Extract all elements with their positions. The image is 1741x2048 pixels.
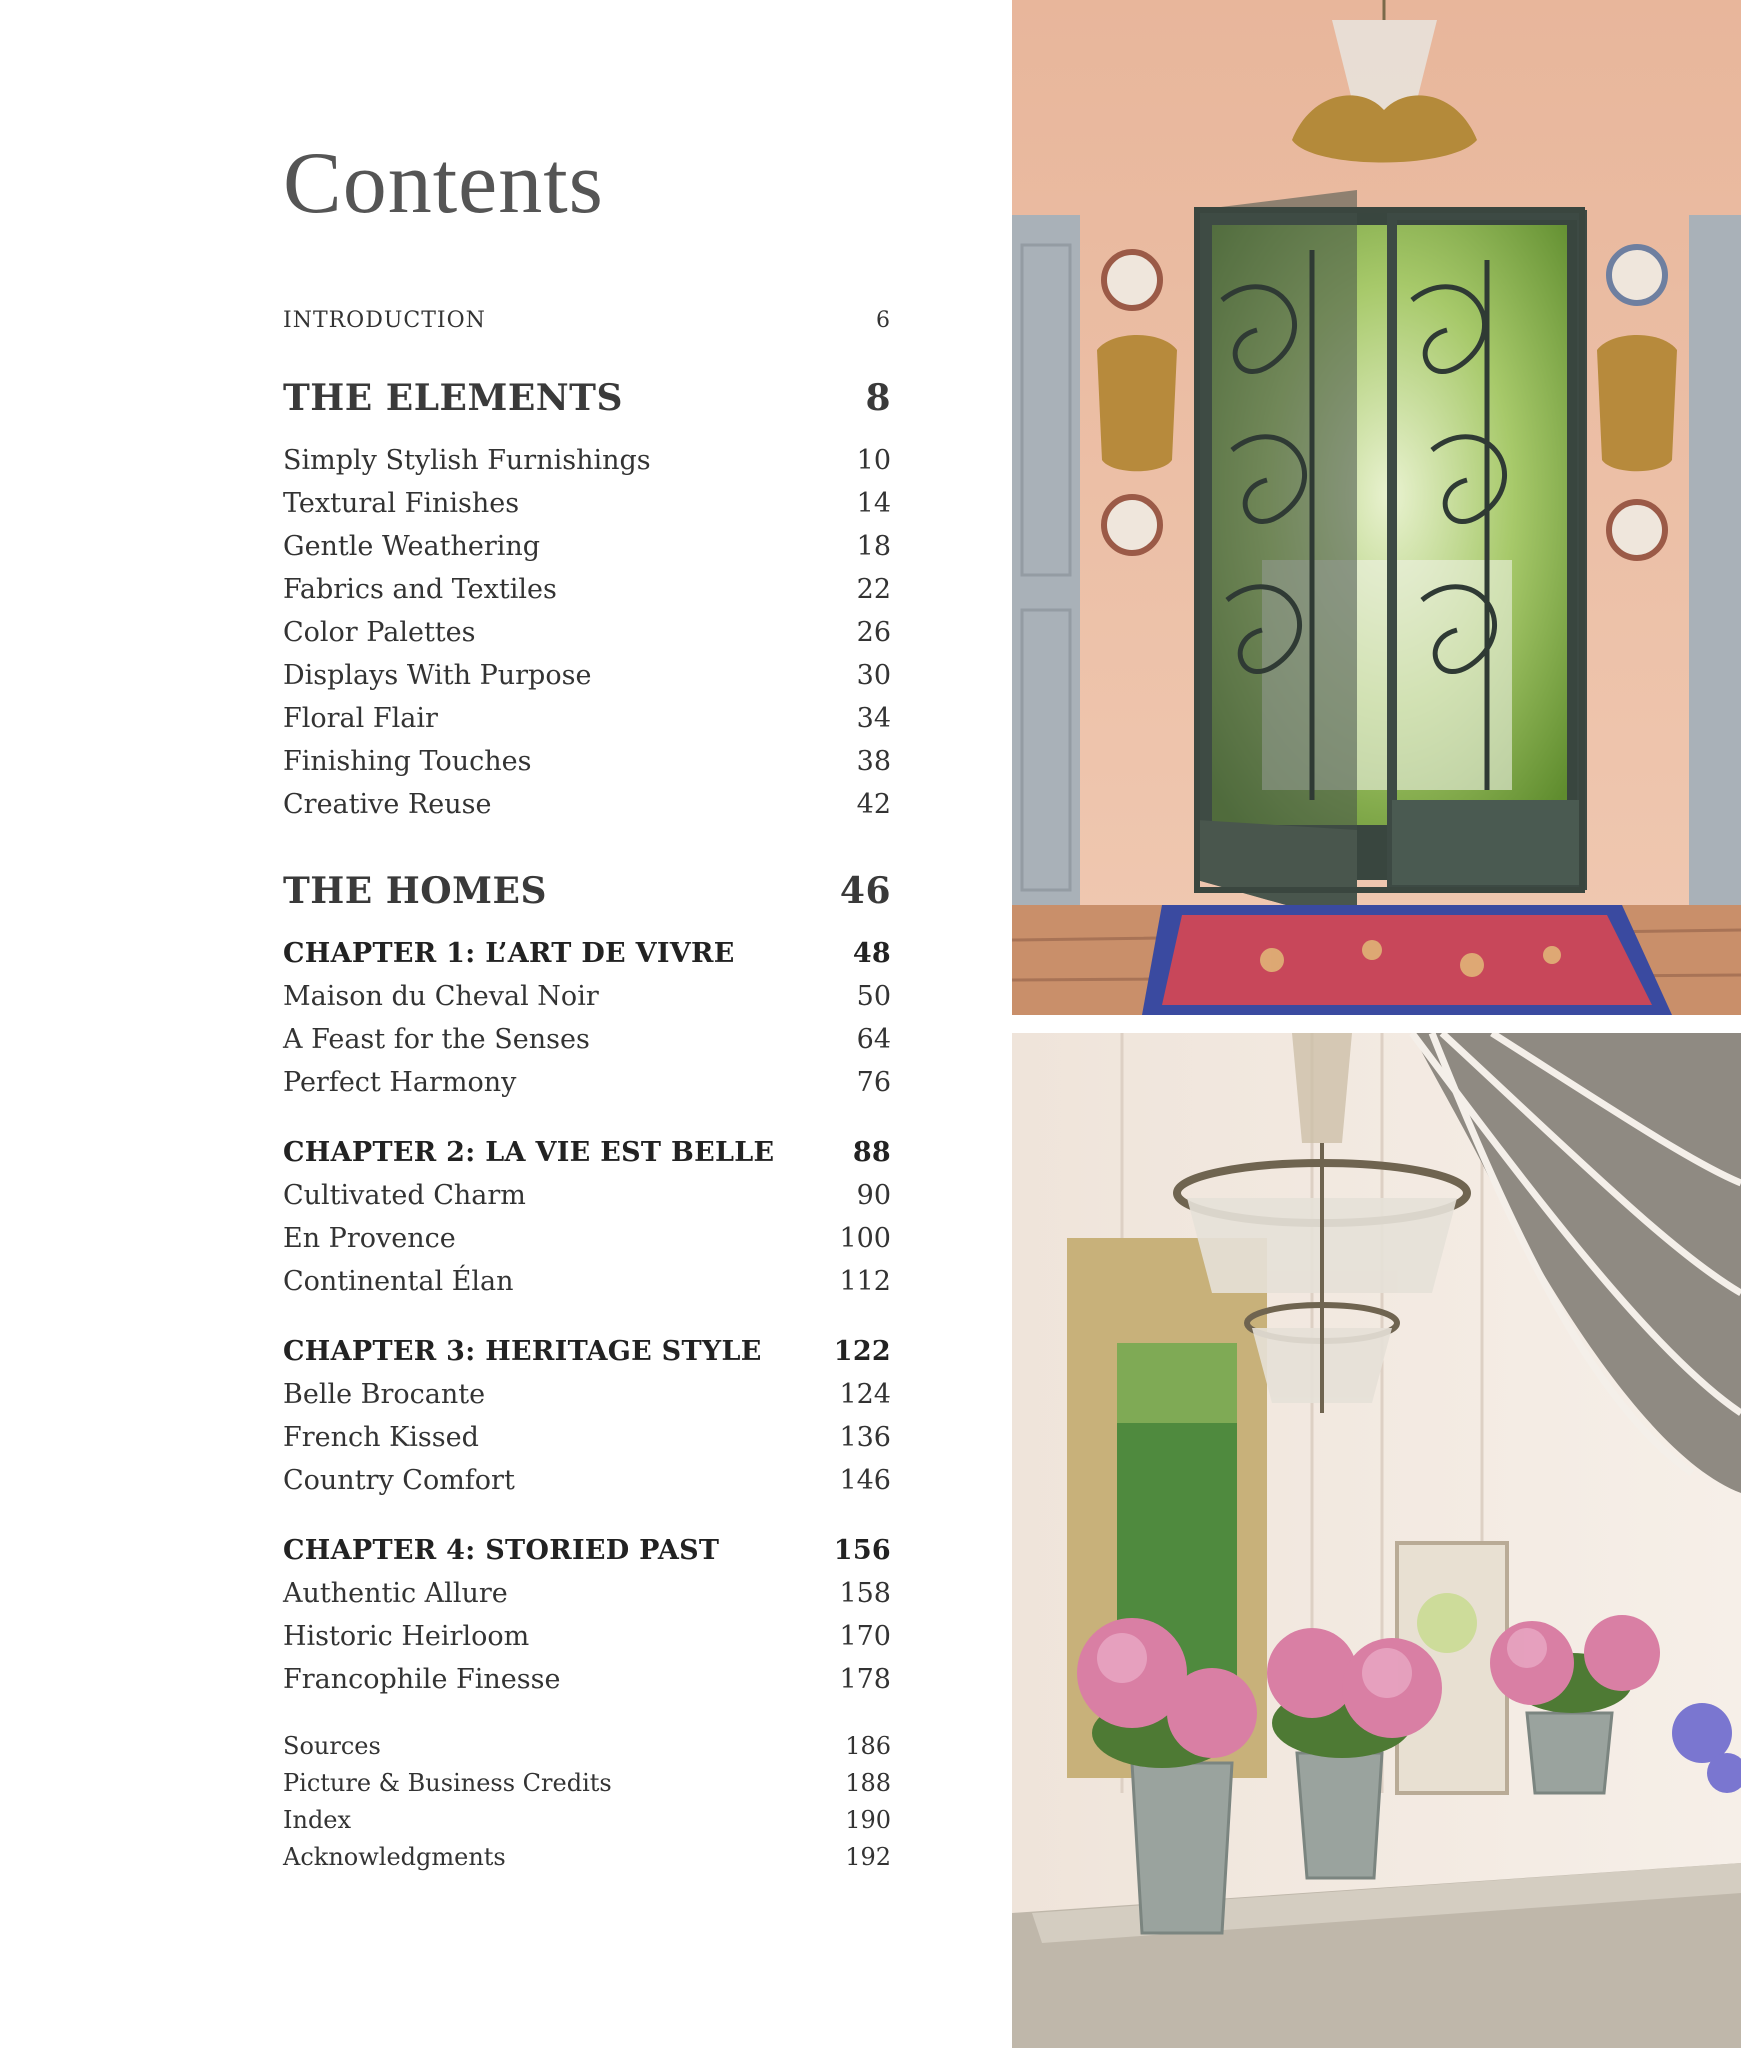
toc-entry[interactable] bbox=[283, 1459, 891, 1502]
entry-label: INTRODUCTION bbox=[283, 308, 486, 333]
chapter-page: 122 bbox=[833, 1336, 891, 1367]
toc-entry[interactable] bbox=[283, 1615, 891, 1658]
part-title: THE ELEMENTS bbox=[283, 377, 623, 419]
entry-label: A Feast for the Senses bbox=[283, 1024, 590, 1055]
part-heading-elements[interactable] bbox=[283, 377, 891, 419]
backmatter-list bbox=[283, 1728, 891, 1876]
toc-entry[interactable] bbox=[283, 568, 891, 611]
chapter-3-group bbox=[283, 1330, 891, 1502]
entry-page: 188 bbox=[845, 1769, 891, 1797]
entry-page: 112 bbox=[839, 1266, 891, 1297]
entry-label: Fabrics and Textiles bbox=[283, 574, 557, 605]
entry-label: Authentic Allure bbox=[283, 1578, 508, 1609]
entry-label: Acknowledgments bbox=[283, 1843, 506, 1871]
entry-label: Maison du Cheval Noir bbox=[283, 981, 599, 1012]
toc-entry[interactable] bbox=[283, 1373, 891, 1416]
chapter-title: CHAPTER 4: STORIED PAST bbox=[283, 1535, 720, 1566]
entry-page: 136 bbox=[839, 1422, 891, 1453]
entry-label: Creative Reuse bbox=[283, 789, 492, 820]
entry-label: En Provence bbox=[283, 1223, 456, 1254]
toc-entry[interactable] bbox=[283, 1260, 891, 1303]
chapter-page: 48 bbox=[852, 938, 891, 969]
chapter-heading[interactable] bbox=[283, 932, 891, 975]
part-page: 8 bbox=[865, 377, 891, 419]
entry-label: Country Comfort bbox=[283, 1465, 515, 1496]
toc-entry[interactable] bbox=[283, 1572, 891, 1615]
entry-label: Sources bbox=[283, 1732, 381, 1760]
entry-page: 90 bbox=[856, 1180, 891, 1211]
toc-entry[interactable] bbox=[283, 1416, 891, 1459]
toc-entry[interactable] bbox=[283, 1174, 891, 1217]
entry-label: Textural Finishes bbox=[283, 488, 520, 519]
toc-entry-credits[interactable] bbox=[283, 1765, 891, 1802]
toc-entry-index[interactable] bbox=[283, 1802, 891, 1839]
entry-page: 178 bbox=[839, 1664, 891, 1695]
entry-page: 26 bbox=[856, 617, 891, 648]
entry-page: 30 bbox=[856, 660, 891, 691]
part-heading-homes[interactable] bbox=[283, 870, 891, 912]
toc-entry[interactable] bbox=[283, 1061, 891, 1104]
entry-page: 76 bbox=[856, 1067, 891, 1098]
entry-label: Gentle Weathering bbox=[283, 531, 541, 562]
entry-label: French Kissed bbox=[283, 1422, 479, 1453]
entry-page: 158 bbox=[839, 1578, 891, 1609]
part-page: 46 bbox=[839, 870, 891, 912]
entry-label: Continental Élan bbox=[283, 1266, 514, 1297]
entry-page: 18 bbox=[856, 531, 891, 562]
toc-entry-introduction[interactable] bbox=[283, 308, 891, 333]
entry-label: Color Palettes bbox=[283, 617, 476, 648]
toc-entry[interactable] bbox=[283, 697, 891, 740]
toc-entry-sources[interactable] bbox=[283, 1728, 891, 1765]
page-title: Contents bbox=[283, 135, 604, 232]
toc-entry[interactable] bbox=[283, 654, 891, 697]
entry-label: Floral Flair bbox=[283, 703, 438, 734]
toc-entry[interactable] bbox=[283, 525, 891, 568]
toc-entry[interactable] bbox=[283, 1217, 891, 1260]
entry-page: 34 bbox=[856, 703, 891, 734]
toc-entry[interactable] bbox=[283, 439, 891, 482]
entry-page: 64 bbox=[856, 1024, 891, 1055]
chapter-heading[interactable] bbox=[283, 1330, 891, 1373]
entry-page: 6 bbox=[876, 308, 891, 333]
toc-entry[interactable] bbox=[283, 611, 891, 654]
entry-label: Historic Heirloom bbox=[283, 1621, 530, 1652]
part-title: THE HOMES bbox=[283, 870, 547, 912]
chapter-title: CHAPTER 3: HERITAGE STYLE bbox=[283, 1336, 762, 1367]
chapter-page: 88 bbox=[852, 1137, 891, 1168]
entry-page: 100 bbox=[839, 1223, 891, 1254]
chapter-heading[interactable] bbox=[283, 1131, 891, 1174]
chapter-2-group bbox=[283, 1131, 891, 1303]
toc-entry[interactable] bbox=[283, 1018, 891, 1061]
entry-label: Belle Brocante bbox=[283, 1379, 486, 1410]
chandelier-hydrangeas-photo bbox=[1012, 1033, 1741, 2048]
chapter-title: CHAPTER 1: L’ART DE VIVRE bbox=[283, 938, 735, 969]
table-of-contents bbox=[283, 135, 891, 1876]
toc-entry[interactable] bbox=[283, 975, 891, 1018]
entry-page: 38 bbox=[856, 746, 891, 777]
entry-label: Finishing Touches bbox=[283, 746, 532, 777]
entry-page: 50 bbox=[856, 981, 891, 1012]
entry-page: 42 bbox=[856, 789, 891, 820]
toc-entry[interactable] bbox=[283, 482, 891, 525]
entry-page: 14 bbox=[856, 488, 891, 519]
entry-label: Cultivated Charm bbox=[283, 1180, 526, 1211]
entry-page: 146 bbox=[839, 1465, 891, 1496]
entry-label: Picture & Business Credits bbox=[283, 1769, 612, 1797]
toc-entry-acknowledgments[interactable] bbox=[283, 1839, 891, 1876]
entry-page: 170 bbox=[839, 1621, 891, 1652]
entry-page: 186 bbox=[845, 1732, 891, 1760]
entry-label: Francophile Finesse bbox=[283, 1664, 561, 1695]
chapter-page: 156 bbox=[833, 1535, 891, 1566]
toc-entry[interactable] bbox=[283, 740, 891, 783]
chapter-1-group bbox=[283, 932, 891, 1104]
entry-label: Perfect Harmony bbox=[283, 1067, 517, 1098]
chapter-title: CHAPTER 2: LA VIE EST BELLE bbox=[283, 1137, 775, 1168]
toc-entry[interactable] bbox=[283, 1658, 891, 1701]
entry-label: Index bbox=[283, 1806, 352, 1834]
entry-doors-photo bbox=[1012, 0, 1741, 1015]
entry-page: 192 bbox=[845, 1843, 891, 1871]
entry-page: 10 bbox=[856, 445, 891, 476]
chapter-heading[interactable] bbox=[283, 1529, 891, 1572]
entry-label: Simply Stylish Furnishings bbox=[283, 445, 651, 476]
entry-page: 124 bbox=[839, 1379, 891, 1410]
elements-list bbox=[283, 439, 891, 826]
entry-page: 190 bbox=[845, 1806, 891, 1834]
toc-entry[interactable] bbox=[283, 783, 891, 826]
chapter-4-group bbox=[283, 1529, 891, 1701]
entry-page: 22 bbox=[856, 574, 891, 605]
entry-label: Displays With Purpose bbox=[283, 660, 592, 691]
